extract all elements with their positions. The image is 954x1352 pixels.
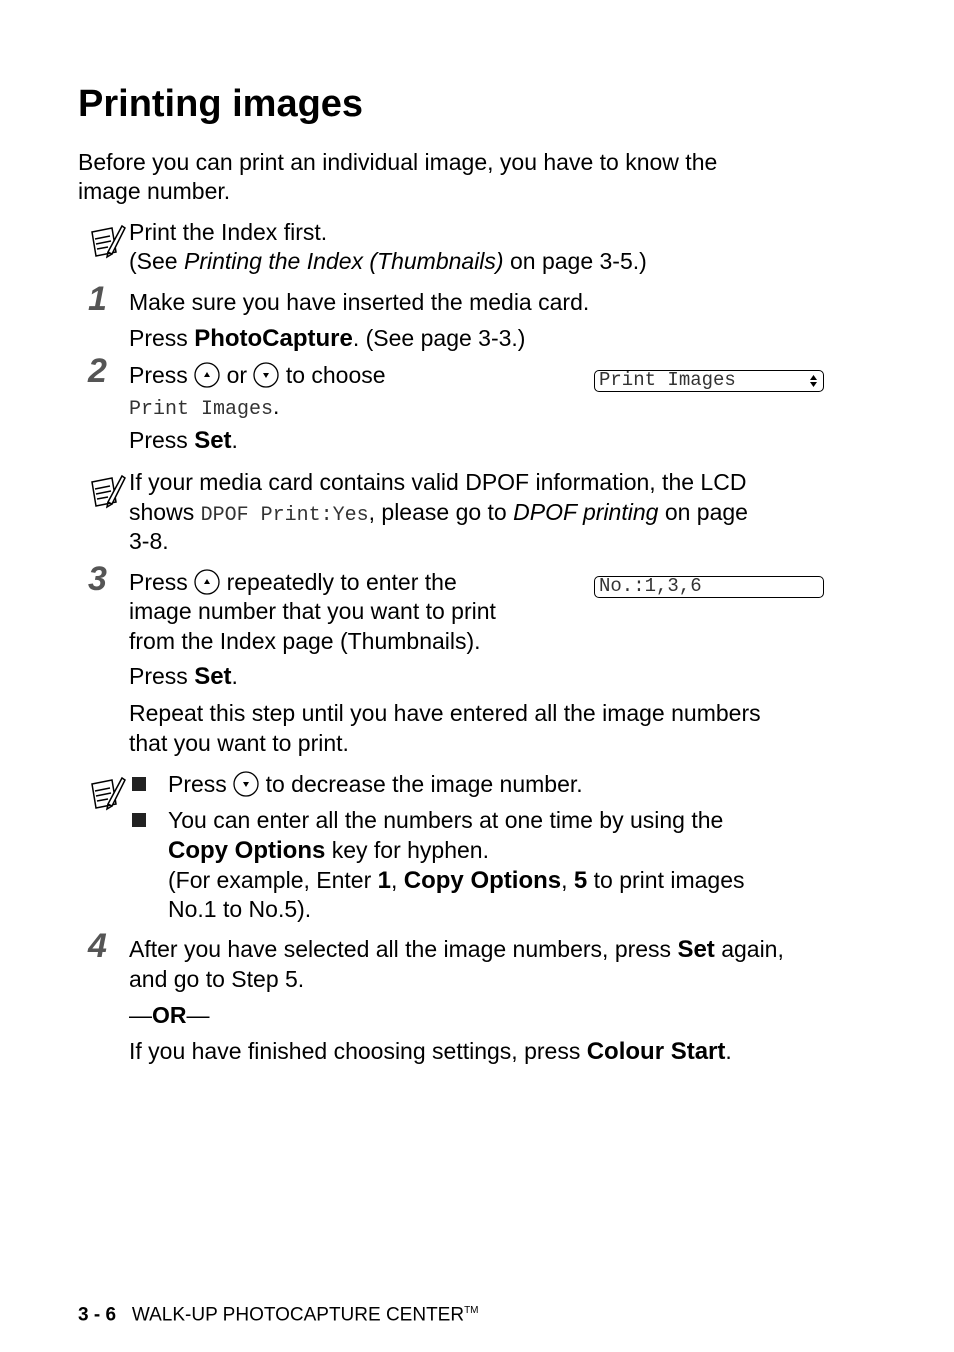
bullet-square	[132, 813, 146, 827]
note3-bullet-2-line-4: No.1 to No.5).	[168, 896, 312, 922]
step4-or-separator: —OR—	[129, 1002, 210, 1028]
trademark: TM	[464, 1305, 479, 1316]
page-footer	[78, 1300, 479, 1326]
note1-line-2: (See Printing the Index (Thumbnails) on page 3-5.)	[129, 248, 647, 274]
footer-title: WALK-UP PHOTOCAPTURE CENTER	[131, 1304, 465, 1326]
down-arrow-button-icon	[233, 771, 259, 797]
step4-line-2: and go to Step 5.	[129, 966, 305, 992]
note1-line-1: Print the Index first.	[129, 219, 328, 245]
lcd-display-image-numbers: No.:1,3,6	[594, 576, 824, 598]
step4-finish: If you have finished choosing settings, press Colour Start.	[129, 1038, 732, 1065]
step4-line-1: After you have selected all the image numbers, press Set again,	[129, 936, 784, 963]
note-pencil-icon	[86, 222, 126, 262]
intro-line-2: image number.	[78, 178, 231, 204]
bullet-square	[132, 777, 146, 791]
step3-repeat-1: Repeat this step until you have entered all the image numbers	[129, 700, 761, 726]
note3-bullet-1: Press to decrease the image number.	[168, 771, 583, 797]
step2-line-2: Print Images.	[129, 393, 280, 421]
step2-line-1: Press or to choose	[129, 362, 386, 388]
up-arrow-button-icon	[194, 362, 220, 388]
up-arrow-button-icon	[194, 569, 220, 595]
step2-press: Press Set.	[129, 427, 238, 454]
up-down-scroll-icon	[809, 374, 818, 388]
page-title: Printing images	[78, 83, 364, 125]
step3-repeat-2: that you want to print.	[129, 730, 349, 756]
step-number-3: 3	[88, 560, 107, 598]
note2-line-2: shows DPOF Print:Yes, please go to DPOF printing on page	[129, 499, 748, 527]
note2-line-1: If your media card contains valid DPOF information, the LCD	[129, 469, 747, 495]
note3-bullet-2-line-1: You can enter all the numbers at one time by using the	[168, 807, 724, 833]
step1-text: Make sure you have inserted the media card.	[129, 289, 590, 315]
step-number-1: 1	[88, 280, 107, 318]
note-pencil-icon	[86, 774, 126, 814]
step1-press: Press PhotoCapture. (See page 3-3.)	[129, 325, 526, 352]
note-pencil-icon	[86, 472, 126, 512]
page-number: 3 - 6	[78, 1304, 117, 1326]
note2-line-3: 3-8.	[129, 528, 169, 554]
note3-bullet-2-line-3: (For example, Enter 1, Copy Options, 5 to print images	[168, 867, 745, 894]
lcd-display-print-images: Print Images	[594, 370, 824, 392]
step3-line-1: Press repeatedly to enter the	[129, 569, 457, 595]
step3-line-2: image number that you want to print	[129, 598, 496, 624]
down-arrow-button-icon	[253, 362, 279, 388]
note3-bullet-2-line-2: Copy Options key for hyphen.	[168, 837, 489, 864]
step3-line-3: from the Index page (Thumbnails).	[129, 628, 481, 654]
intro-line-1: Before you can print an individual image, you have to know the	[78, 149, 718, 175]
step3-press: Press Set.	[129, 663, 238, 690]
step-number-4: 4	[88, 927, 107, 965]
step-number-2: 2	[88, 352, 107, 390]
